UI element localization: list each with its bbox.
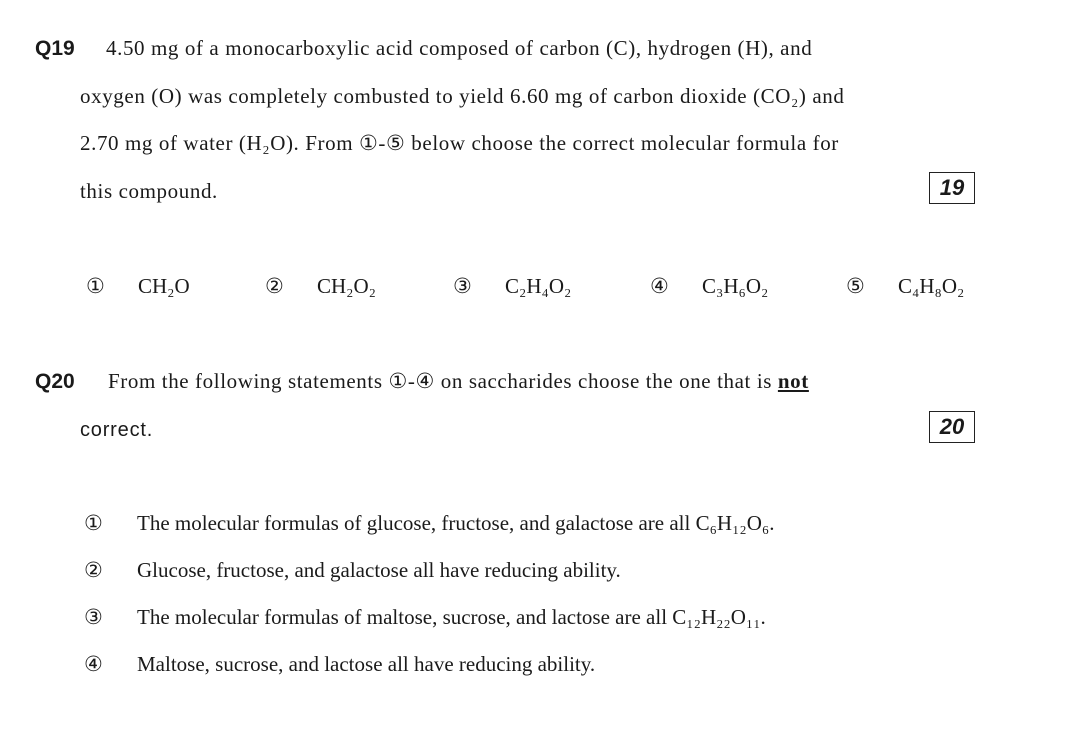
q20-text-line-2: correct. [80,419,154,441]
q20-statement-4-text[interactable]: Maltose, sucrose, and lactose all have reducing ability. [137,652,596,676]
q20-statement-1-marker: ① [84,511,103,535]
q19-choice-2-formula[interactable]: CH₂O₂ [317,274,376,298]
q20-text-line-1-main: From the following statements ①-④ on saccharides choose the one that is [108,369,778,393]
q20-statement-3-marker: ③ [84,605,103,629]
q19-choice-4-formula[interactable]: C₃H₆O₂ [702,274,769,298]
q19-text-line-1: 4.50 mg of a monocarboxylic acid composed of carbon (C), hydrogen (H), and [106,36,813,60]
q20-number: Q20 [35,370,75,393]
q20-statement-3-text[interactable]: The molecular formulas of maltose, sucrose, and lactose are all C₁₂H₂₂O₁₁. [137,605,766,629]
q20-text-line-1 [108,369,809,394]
q19-text-line-4: this compound. [80,179,218,203]
q19-choice-5-formula[interactable]: C₄H₈O₂ [898,274,965,298]
q20-statement-2-text[interactable]: Glucose, fructose, and galactose all have reducing ability. [137,558,621,582]
q19-choice-4-marker: ④ [650,274,669,298]
q19-choice-1-marker: ① [86,274,105,298]
q19-choice-1-formula[interactable]: CH₂O [138,274,190,298]
q19-answer-box[interactable]: 19 [929,172,975,204]
q19-number: Q19 [35,37,75,60]
q19-text-line-2: oxygen (O) was completely combusted to yield 6.60 mg of carbon dioxide (CO₂) and [80,84,845,108]
q20-emphasis-not: not [777,369,809,393]
q19-choice-3-marker: ③ [453,274,472,298]
q20-statement-4-marker: ④ [84,652,103,676]
q19-text-line-3: 2.70 mg of water (H₂O). From ①-⑤ below choose the correct molecular formula for [80,131,839,155]
q19-choice-2-marker: ② [265,274,284,298]
q19-choice-5-marker: ⑤ [846,274,865,298]
q20-answer-box[interactable]: 20 [929,411,975,443]
q19-choice-3-formula[interactable]: C₂H₄O₂ [505,274,572,298]
q20-statement-2-marker: ② [84,558,103,582]
q20-statement-1-text[interactable]: The molecular formulas of glucose, fructose, and galactose are all C₆H₁₂O₆. [137,511,775,535]
